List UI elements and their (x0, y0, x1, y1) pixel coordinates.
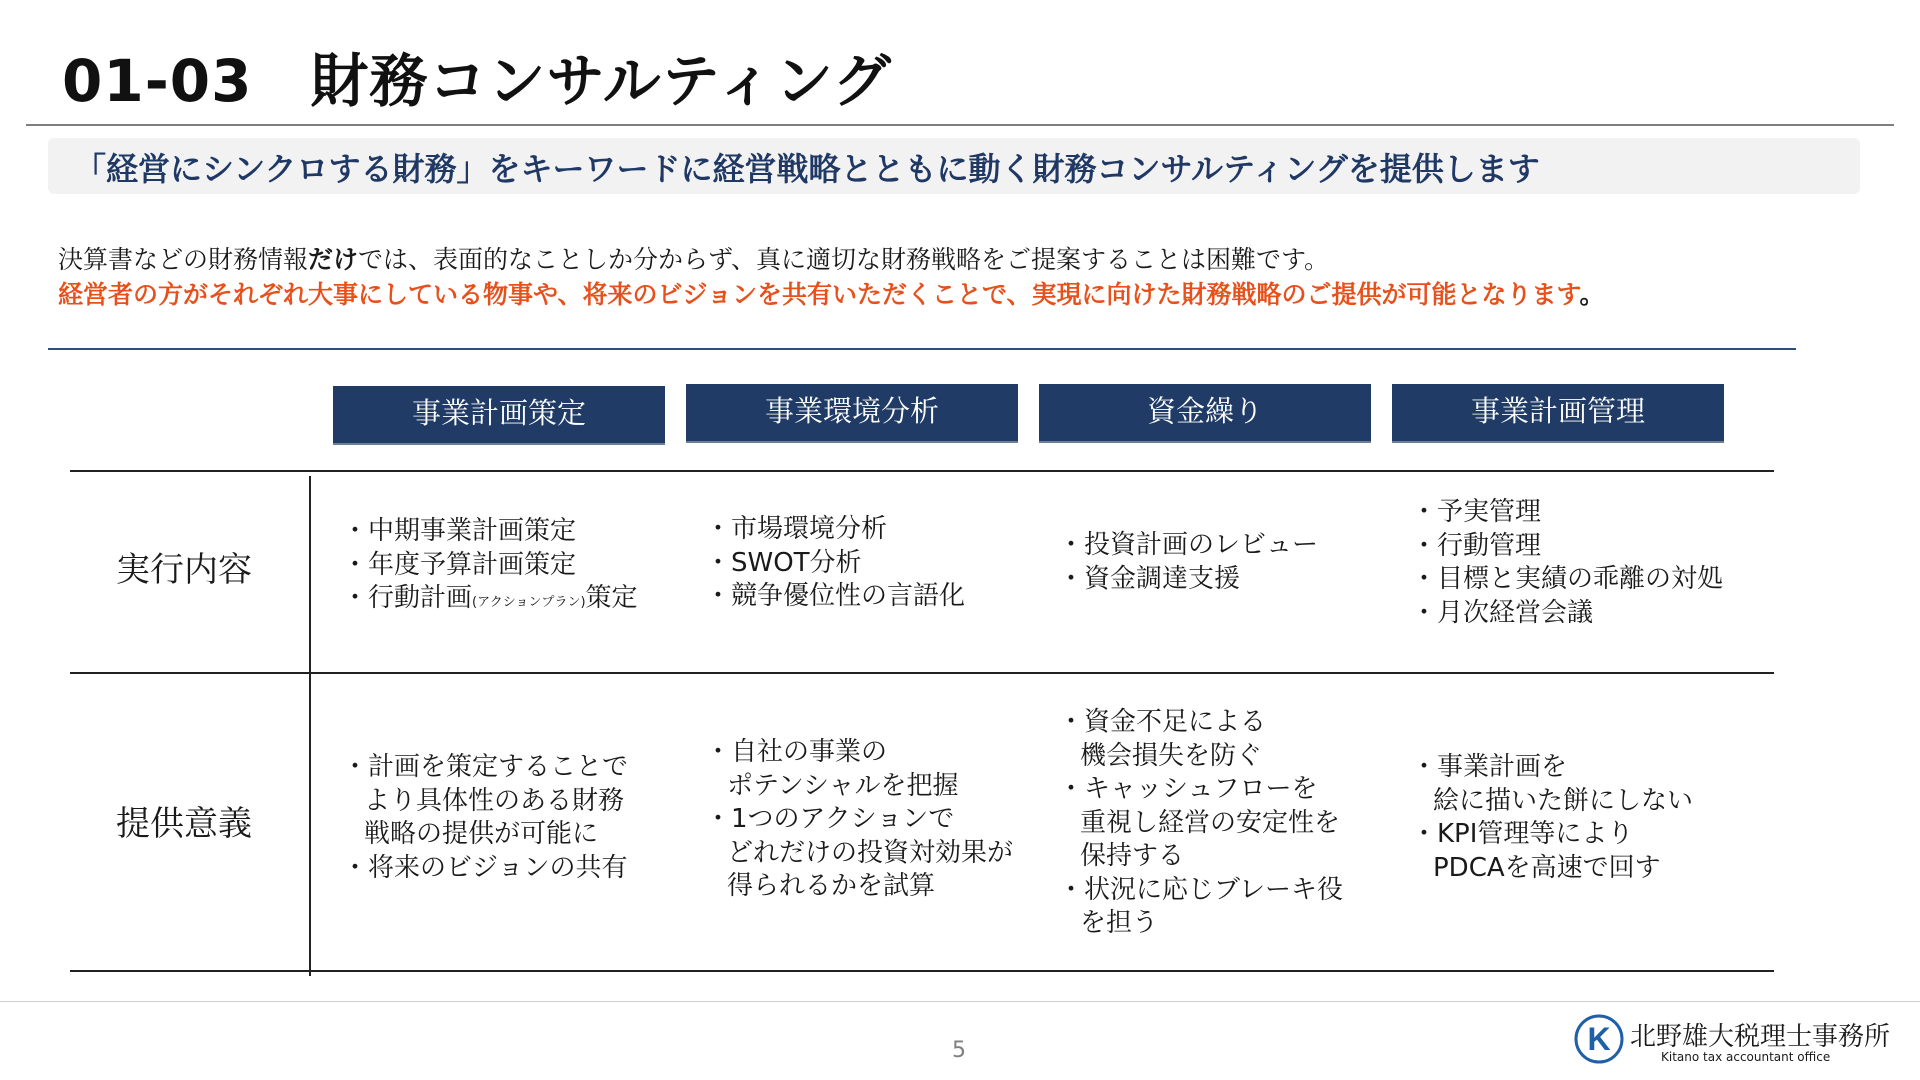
list-item: ・資金調達支援 (1058, 563, 1241, 594)
subtitle-banner (48, 138, 1860, 194)
list-item-text: ・行動計画 (342, 583, 473, 613)
row-label-significance: 提供意義 (116, 804, 252, 844)
list-item: ・年度予算計画策定 (342, 549, 577, 580)
list-item-text: ・KPI管理等により (1411, 819, 1634, 849)
list-item (1411, 751, 1693, 818)
list-item-text: ・計画を策定することで (342, 752, 629, 782)
list-item: ・目標と実績の乖離の対処 (1411, 564, 1724, 594)
row-label-execution: 実行内容 (116, 550, 252, 590)
section-divider (48, 348, 1796, 350)
list-item (342, 751, 628, 852)
list-item: ・中期事業計画策定 (342, 516, 577, 546)
column-header-management: 事業計画管理 (1392, 384, 1724, 443)
execution-cell-cashflow (1058, 529, 1318, 596)
subtitle-text: 「経営にシンクロする財務」をキーワードに経営戦略とともに動く財務コンサルティングを提供します (74, 150, 1540, 188)
significance-cell-cashflow (1058, 706, 1343, 941)
list-item (1058, 706, 1343, 773)
list-item: ・投資計画のレビュー (1058, 530, 1319, 560)
section-title: 財務コンサルティング (310, 47, 892, 115)
intro-line-2-end: 。 (1579, 280, 1605, 309)
page-number: 5 (952, 1038, 966, 1063)
execution-cell-management (1411, 496, 1723, 630)
intro-line-2-text: 経営者の方がそれぞれ大事にしている物事や、将来のビジョンを共有いただくことで、実現に向けた財務戦略のご提供が可能となります (58, 280, 1580, 309)
list-item (1411, 818, 1693, 885)
list-item-text: ・事業計画を (1411, 752, 1568, 782)
list-item (1058, 874, 1343, 941)
list-item-text: ・キャッシュフローを (1058, 774, 1318, 804)
list-item: ・SWOT分析 (705, 547, 862, 578)
significance-cell-plan (342, 751, 628, 885)
list-item-text: PDCAを高速で回す (1433, 852, 1661, 883)
list-item (705, 803, 1013, 904)
list-item-text: 保持する (1080, 841, 1185, 871)
list-item-text: 機会損失を防ぐ (1080, 740, 1263, 771)
list-item-text: どれだけの投資対効果が (727, 837, 1014, 868)
intro-line-1 (58, 240, 1329, 276)
list-item-text: 得られるかを試算 (727, 871, 936, 901)
list-item-text: 戦略の提供が可能に (364, 819, 599, 849)
list-item-text: 策定 (585, 583, 638, 613)
firm-name-jp: 北野雄大税理士事務所 (1630, 1022, 1891, 1052)
logo-letter: K (1587, 1021, 1611, 1057)
table-top-rule (70, 470, 1774, 472)
list-item: ・将来のビジョンの共有 (342, 852, 628, 883)
list-item: ・予実管理 (1411, 497, 1542, 527)
intro-line-2 (58, 275, 1605, 311)
list-item-text: ・資金不足による (1058, 707, 1267, 737)
column-header-cashflow: 資金繰り (1039, 384, 1371, 443)
list-item-text: ・1つのアクションで (705, 804, 955, 834)
firm-logo-icon (1574, 1014, 1624, 1064)
table-middle-rule (70, 672, 1774, 674)
significance-cell-management (1411, 751, 1693, 885)
list-item (342, 582, 638, 620)
footer-divider (0, 1001, 1920, 1002)
list-item (1058, 773, 1343, 874)
list-item-text: 絵に描いた餅にしない (1433, 785, 1694, 816)
list-item-text: を担う (1080, 908, 1159, 938)
section-code: 01-03 (62, 47, 253, 115)
intro-line-1-a: 決算書などの財務情報 (58, 245, 309, 274)
list-item-text: より具体性のある財務 (364, 785, 625, 816)
execution-cell-plan (342, 515, 638, 620)
table-vertical-rule (309, 476, 311, 976)
list-item-text: 重視し経営の安定性を (1080, 807, 1341, 838)
list-item-text: ・自社の事業の (705, 737, 888, 767)
intro-line-1-emphasis: だけ (308, 245, 359, 274)
list-item-note: (アクションプラン) (472, 595, 586, 610)
title-divider (26, 124, 1894, 126)
list-item: ・市場環境分析 (705, 514, 888, 544)
significance-cell-environment (705, 736, 1013, 904)
column-header-environment: 事業環境分析 (686, 384, 1018, 443)
execution-cell-environment (705, 513, 965, 614)
list-item-text: ・状況に応じブレーキ役 (1058, 874, 1343, 905)
column-header-plan: 事業計画策定 (333, 386, 665, 445)
list-item (705, 736, 1013, 803)
list-item: ・行動管理 (1411, 530, 1542, 561)
list-item: ・月次経営会議 (1411, 597, 1594, 628)
firm-name-en: Kitano tax accountant office (1661, 1050, 1831, 1064)
list-item: ・競争優位性の言語化 (705, 581, 966, 611)
list-item-text: ポテンシャルを把握 (727, 770, 959, 801)
intro-line-1-b: では、表面的なことしか分からず、真に適切な財務戦略をご提案することは困難です。 (358, 245, 1330, 274)
table-bottom-rule (70, 970, 1774, 972)
page-title (62, 34, 892, 118)
